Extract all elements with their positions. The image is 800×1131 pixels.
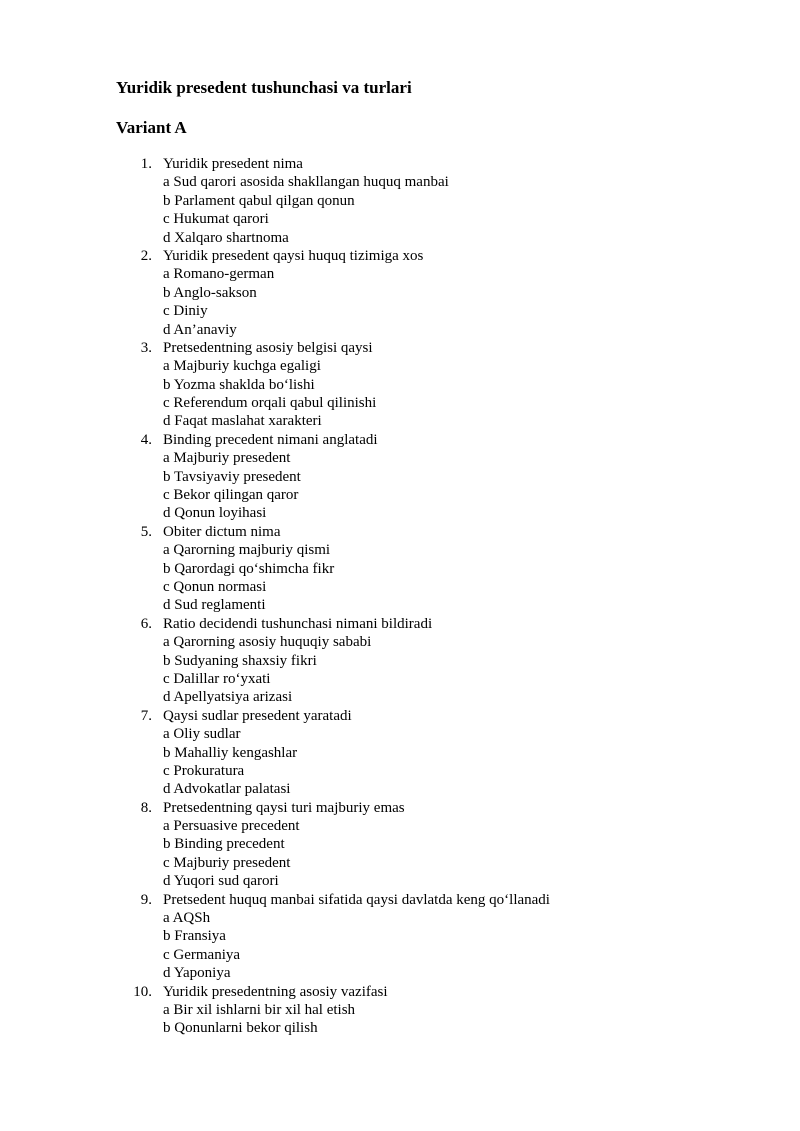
question-item [0, 339, 800, 431]
answer-option [0, 652, 800, 670]
answer-option-text: a Persuasive precedent [163, 818, 300, 835]
answer-option [0, 854, 800, 872]
answer-option [0, 265, 800, 283]
answer-option [0, 633, 800, 651]
answer-option-text: a Sud qarori asosida shakllangan huquq manbai [163, 174, 449, 191]
answer-option-text: d Faqat maslahat xarakteri [163, 413, 322, 430]
answer-option-text: d Yaponiya [163, 965, 231, 982]
question-line [0, 799, 800, 817]
question-line [0, 615, 800, 633]
answer-option [0, 560, 800, 578]
question-line [0, 155, 800, 173]
answer-option-text: b Sudyaning shaxsiy fikri [163, 652, 317, 669]
answer-option-text: c Hukumat qarori [163, 211, 269, 228]
answer-option [0, 394, 800, 412]
question-line [0, 891, 800, 909]
answer-option-text: a Majburiy kuchga egaligi [163, 358, 321, 375]
answer-option [0, 468, 800, 486]
answer-option [0, 173, 800, 191]
answer-option [0, 541, 800, 559]
answer-option [0, 946, 800, 964]
answer-option-text: b Tavsiyaviy presedent [163, 468, 301, 485]
answer-option [0, 670, 800, 688]
answer-option [0, 835, 800, 853]
question-text: Qaysi sudlar presedent yaratadi [163, 707, 352, 724]
answer-option [0, 817, 800, 835]
question-list [0, 155, 800, 1038]
answer-option [0, 872, 800, 890]
answer-option [0, 192, 800, 210]
question-text: Obiter dictum nima [163, 523, 281, 540]
answer-option-text: c Prokuratura [163, 762, 245, 779]
answer-option-text: d Apellyatsiya arizasi [163, 689, 293, 706]
variant-heading: Variant A [116, 118, 187, 137]
answer-option-text: b Parlament qabul qilgan qonun [163, 192, 355, 209]
question-text: Binding precedent nimani anglatadi [163, 431, 378, 448]
answer-option [0, 964, 800, 982]
question-line [0, 247, 800, 265]
answer-option-text: a Romano-german [163, 266, 275, 283]
question-text: Pretsedentning qaysi turi majburiy emas [163, 799, 405, 816]
question-item [0, 983, 800, 1038]
answer-option-text: b Mahalliy kengashlar [163, 744, 298, 761]
answer-option [0, 1001, 800, 1019]
question-text: Yuridik presedentning asosiy vazifasi [163, 983, 388, 1000]
answer-option-text: c Bekor qilingan qaror [163, 487, 299, 504]
answer-option [0, 1019, 800, 1037]
answer-option-text: b Qonunlarni bekor qilish [163, 1020, 318, 1037]
answer-option [0, 321, 800, 339]
answer-option-text: d Xalqaro shartnoma [163, 229, 289, 246]
question-number: 3. [140, 339, 152, 356]
answer-option [0, 357, 800, 375]
answer-option [0, 725, 800, 743]
answer-option [0, 596, 800, 614]
answer-option [0, 449, 800, 467]
question-number: 4. [140, 431, 152, 448]
question-number: 8. [140, 799, 152, 816]
answer-option-text: a Majburiy presedent [163, 450, 291, 467]
answer-option-text: d An’anaviy [163, 321, 237, 338]
question-text: Pretsedentning asosiy belgisi qaysi [163, 339, 373, 356]
answer-option [0, 486, 800, 504]
answer-option [0, 909, 800, 927]
question-line [0, 523, 800, 541]
answer-option-text: d Advokatlar palatasi [163, 781, 291, 798]
answer-option-text: b Anglo-sakson [163, 284, 257, 301]
question-line [0, 983, 800, 1001]
question-number: 7. [140, 707, 152, 724]
answer-option-text: c Germaniya [163, 946, 241, 963]
question-item [0, 615, 800, 707]
answer-option-text: a Oliy sudlar [163, 726, 241, 743]
question-text: Pretsedent huquq manbai sifatida qaysi davlatda keng qo‘llanadi [163, 891, 550, 908]
answer-option [0, 284, 800, 302]
answer-option-text: b Qarordagi qo‘shimcha fikr [163, 560, 335, 577]
answer-option [0, 229, 800, 247]
question-line [0, 707, 800, 725]
question-line [0, 339, 800, 357]
question-text: Yuridik presedent nima [163, 156, 303, 172]
question-text: Yuridik presedent qaysi huquq tizimiga xos [163, 247, 424, 264]
question-item [0, 155, 800, 247]
question-number: 6. [140, 615, 152, 632]
answer-option-text: b Binding precedent [163, 836, 285, 853]
answer-option [0, 578, 800, 596]
answer-option [0, 927, 800, 945]
answer-option-text: a Bir xil ishlarni bir xil hal etish [163, 1001, 356, 1018]
answer-option [0, 780, 800, 798]
answer-option-text: c Majburiy presedent [163, 854, 291, 871]
answer-option [0, 762, 800, 780]
answer-option-text: d Sud reglamenti [163, 597, 266, 614]
answer-option-text: d Qonun loyihasi [163, 505, 267, 522]
answer-option-text: c Diniy [163, 303, 208, 320]
question-item [0, 523, 800, 615]
answer-option [0, 504, 800, 522]
answer-option-text: b Fransiya [163, 928, 226, 945]
question-number: 10. [133, 983, 152, 1000]
answer-option [0, 376, 800, 394]
question-number: 5. [140, 523, 152, 540]
question-number: 9. [140, 891, 152, 908]
answer-option-text: c Referendum orqali qabul qilinishi [163, 395, 377, 412]
question-item [0, 431, 800, 523]
answer-option [0, 688, 800, 706]
answer-option-text: a Qarorning asosiy huquqiy sababi [163, 634, 372, 651]
answer-option-text: b Yozma shaklda bo‘lishi [163, 376, 315, 393]
question-number: 1. [140, 156, 152, 172]
answer-option-text: a Qarorning majburiy qismi [163, 542, 331, 559]
question-item [0, 799, 800, 891]
answer-option-text: c Dalillar ro‘yxati [163, 670, 271, 687]
answer-option-text: a AQSh [163, 910, 211, 927]
question-text: Ratio decidendi tushunchasi nimani bildiradi [163, 615, 433, 632]
question-number: 2. [140, 247, 152, 264]
document-title: Yuridik presedent tushunchasi va turlari [116, 78, 412, 97]
answer-option-text: d Yuqori sud qarori [163, 873, 279, 890]
answer-option [0, 412, 800, 430]
answer-option [0, 744, 800, 762]
question-item [0, 247, 800, 339]
question-item [0, 891, 800, 983]
answer-option [0, 210, 800, 228]
question-item [0, 707, 800, 799]
answer-option-text: c Qonun normasi [163, 578, 267, 595]
question-line [0, 431, 800, 449]
answer-option [0, 302, 800, 320]
